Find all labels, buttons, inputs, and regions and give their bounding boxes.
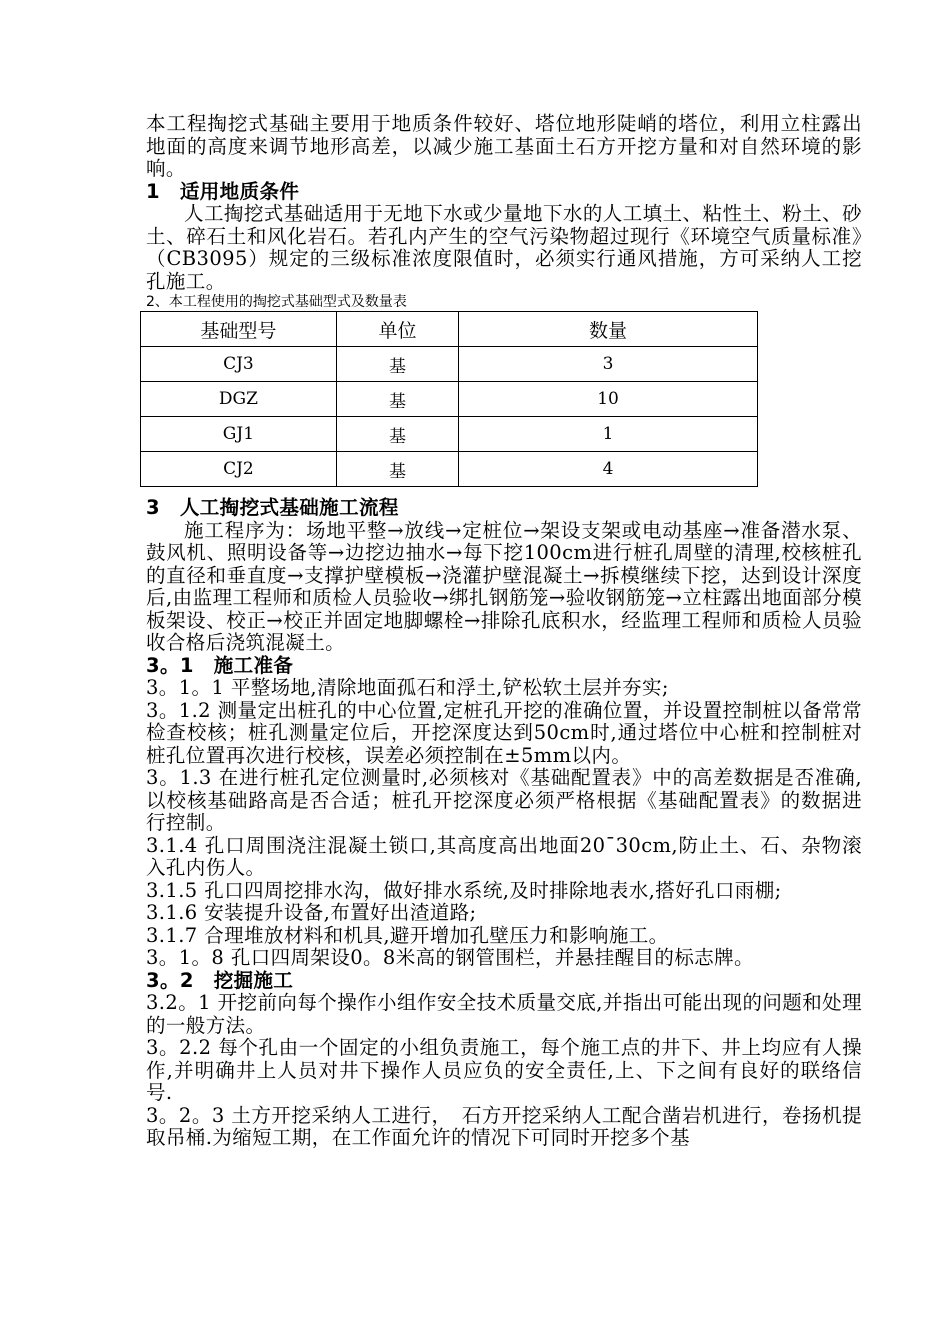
table-cell: 4	[459, 452, 758, 487]
table-row	[141, 347, 758, 382]
list-item: 3.1.5 孔口四周挖排水沟，做好排水系统,及时排除地表水,搭好孔口雨棚;	[146, 878, 782, 902]
list-item: 3.2。1 开挖前向每个操作小组作安全技术质量交底,并指出可能出现的问题和处理的一般方法。	[146, 991, 862, 1037]
list-item: 3。1。8 孔口四周架设0。8米高的钢管围栏，并悬挂醒目的标志牌。	[146, 946, 754, 969]
list-item: 3。1.2 测量定出桩孔的中心位置,定桩孔开挖的准确位置，并设置控制桩以备常常检查校核；桩孔测量定位后，开挖深度达到50cm时,通过塔位中心桩和控制桩对桩孔位置再次进行校核，误差必须控制在±5mm以内。	[146, 698, 862, 767]
foundation-table	[140, 311, 758, 487]
list-item: 3.1.6 安装提升设备,布置好出渣道路;	[146, 901, 477, 924]
table-cell: 基	[336, 347, 458, 382]
table-header-type: 基础型号	[141, 312, 337, 347]
section-3-2-heading: 3。2 挖掘施工	[146, 968, 294, 992]
table-caption: 2、本工程使用的掏挖式基础型式及数量表	[146, 294, 407, 310]
list-item: 3。2.2 每个孔由一个固定的小组负责施工，每个施工点的井下、井上均应有人操作,并明确井上人员对井下操作人员应负的安全责任,上、下之间有良好的联络信号.	[146, 1036, 862, 1104]
table-header-count: 数量	[459, 312, 758, 347]
section-3-1-heading: 3。1 施工准备	[146, 653, 294, 677]
list-item: 3.1.4 孔口周围浇注混凝土锁口,其高度高出地面20¯30cm,防止土、石、杂物滚入孔内伤人。	[146, 833, 862, 879]
table-cell: CJ3	[141, 347, 337, 382]
table-row	[141, 452, 758, 487]
section-3-paragraph: 施工程序为：场地平整→放线→定桩位→架设支架或电动基座→准备潜水泵、鼓风机、照明设备等→边挖边抽水→每下挖100cm进行桩孔周壁的清理,校核桩孔的直径和垂直度→支撑护壁模板→浇灌护壁混凝土→拆模继续下挖，达到设计深度后,由监理工程师和质检人员验收→绑扎钢筋笼→验收钢筋笼→立柱露出地面部分模板架设、校正→校正并固定地脚螺栓→排除孔底积水，经监理工程师和质检人员验收合格后浇筑混凝土。	[146, 518, 862, 654]
intro-paragraph: 本工程掏挖式基础主要用于地质条件较好、塔位地形陡峭的塔位，利用立柱露出地面的高度来调节地形高差，以减少施工基面土石方开挖方量和对自然环境的影响。	[146, 112, 862, 180]
list-item: 3。1。1 平整场地,清除地面孤石和浮土,铲松软土层并夯实;	[146, 676, 669, 699]
table-header-unit: 单位	[336, 312, 458, 347]
table-cell: 10	[459, 382, 758, 417]
table-cell: 基	[336, 417, 458, 452]
list-item: 3。2。3 土方开挖采纳人工进行， 石方开挖采纳人工配合凿岩机进行，卷扬机提取吊桶.为缩短工期，在工作面允许的情况下可同时开挖多个基	[146, 1103, 862, 1149]
table-cell: DGZ	[141, 382, 337, 417]
section-1-heading: 1 适用地质条件	[146, 179, 300, 203]
table-cell: CJ2	[141, 452, 337, 487]
table-row	[141, 417, 758, 452]
table-cell: 1	[459, 417, 758, 452]
table-row	[141, 382, 758, 417]
document-body	[146, 113, 862, 1150]
table-cell: GJ1	[141, 417, 337, 452]
table-cell: 基	[336, 452, 458, 487]
list-item: 3.1.7 合理堆放材料和机具,避开增加孔壁压力和影响施工。	[146, 923, 669, 947]
table-cell: 3	[459, 347, 758, 382]
table-header-row	[141, 312, 758, 347]
table-cell: 基	[336, 382, 458, 417]
section-3-heading: 3 人工掏挖式基础施工流程	[146, 496, 399, 519]
section-1-paragraph: 人工掏挖式基础适用于无地下水或少量地下水的人工填土、粘性土、粉土、砂土、碎石土和风化岩石。若孔内产生的空气污染物超过现行《环境空气质量标准》（CB3095）规定的三级标准浓度限值时，必须实行通风措施，方可采纳人工挖孔施工。	[146, 202, 862, 293]
list-item: 3。1.3 在进行桩孔定位测量时,必须核对《基础配置表》中的高差数据是否准确,以校核基础路高是否合适；桩孔开挖深度必须严格根据《基础配置表》的数据进行控制。	[146, 766, 862, 834]
